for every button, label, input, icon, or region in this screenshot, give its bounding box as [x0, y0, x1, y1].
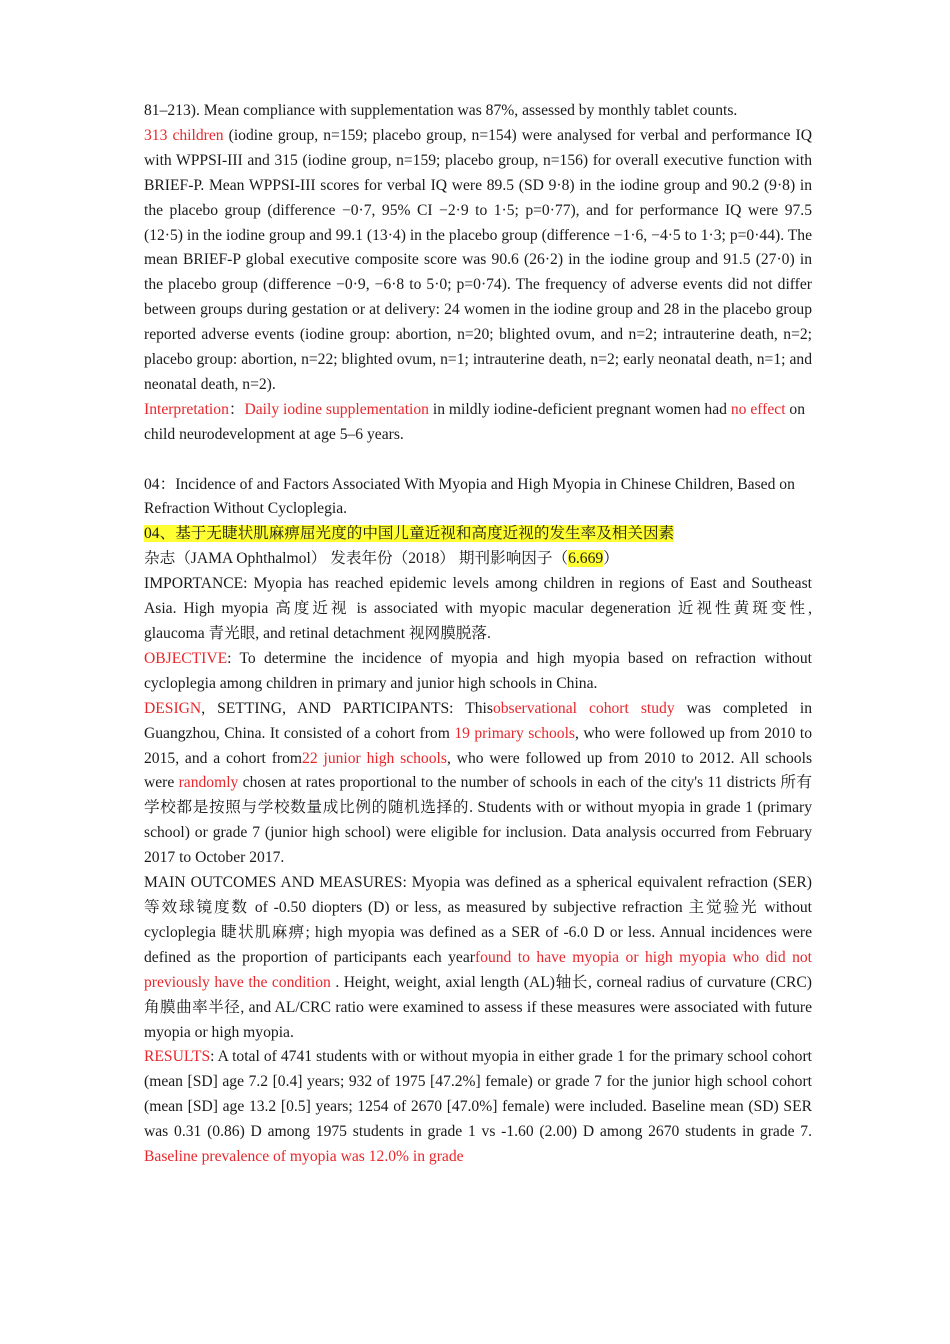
- design-highlight-junior: 22 junior high schools: [302, 749, 447, 767]
- objective-label: OBJECTIVE: [144, 649, 228, 667]
- interpretation-text-2: on child neurodevelopment at age 5–6 years.: [144, 400, 806, 443]
- paragraph-design: [144, 697, 812, 871]
- interpretation-highlight-2: no effect: [730, 400, 786, 418]
- article-title-english: 04：Incidence of and Factors Associated With Myopia and High Myopia in Chinese Children, Based on Refraction Without Cycloplegia.: [144, 475, 795, 518]
- paragraph-findings: [144, 99, 812, 398]
- document-page: [144, 99, 812, 1170]
- results-text: : A total of 4741 students with or without myopia in either grade 1 for the primary school cohort (mean [SD] age 7.2 [0.4] years; 932 of 1975 [47.2%] female) or grade 7 for the junior high school cohort (mean [SD] age 13.2 [0.5] years; 1254 of 2670 [47.0%] female) were included. Baseline mean (SD) SER was 0.31 (0.86) D among 1975 students in grade 1 vs -1.60 (2.00) D among 2670 students in grade 7.: [144, 1048, 812, 1141]
- journal-info: [144, 547, 812, 572]
- outcomes-text-b: . Height, weight, axial length (AL)轴长, corneal radius of curvature (CRC) 角膜曲率半径, and AL/CRC ratio were examined to assess if these measures were associated with future myopia or high myopia.: [144, 973, 812, 1041]
- design-text-c: , who were followed up from 2010 to 2015, and a cohort from: [144, 724, 812, 767]
- design-highlight-primary: 19 primary schools: [454, 724, 575, 742]
- findings-line-1: 81–213). Mean compliance with supplementation was 87%, assessed by monthly tablet counts.: [144, 102, 738, 119]
- paragraph-importance: IMPORTANCE: Myopia has reached epidemic levels among children in regions of East and Southeast Asia. High myopia 高度近视 is associated with myopic macular degeneration 近视性黄斑变性, glaucoma 青光眼, and retinal detachment 视网膜脱落.: [144, 575, 812, 643]
- children-count-highlight: 313 children: [144, 126, 224, 144]
- title-chinese-highlight: 04、基于无睫状肌麻痹屈光度的中国儿童近视和高度近视的发生率及相关因素: [144, 525, 675, 543]
- journal-close: ）: [603, 550, 619, 568]
- outcomes-highlight: found to have myopia or high myopia who did not previously have the condition: [144, 948, 812, 991]
- article-title-chinese: [144, 522, 812, 547]
- design-label: DESIGN: [144, 699, 202, 717]
- paragraph-results: [144, 1045, 812, 1170]
- interpretation-text-1: in mildly iodine-deficient pregnant women had: [428, 400, 731, 418]
- design-text-d: , who were followed up from 2010 to 2012. All schools were: [144, 749, 813, 792]
- paragraph-outcomes: [144, 871, 812, 1045]
- design-text-b: was completed in Guangzhou, China. It consisted of a cohort from: [144, 699, 812, 742]
- impact-factor: 6.669: [568, 550, 604, 568]
- interpretation-highlight-1: Daily iodine supplementation: [244, 400, 429, 418]
- paragraph-interpretation: [144, 398, 812, 448]
- design-highlight-study: observational cohort study: [492, 699, 675, 717]
- design-text-a: , SETTING, AND PARTICIPANTS: This: [201, 699, 493, 717]
- journal-line: 杂志（JAMA Ophthalmol） 发表年份（2018） 期刊影响因子（: [144, 550, 569, 568]
- results-label: RESULTS: [144, 1048, 211, 1066]
- objective-text: : To determine the incidence of myopia and high myopia based on refraction without cycloplegia among children in primary and junior high schools in China.: [144, 649, 812, 692]
- section-spacer: [144, 448, 812, 473]
- interpretation-colon: ：: [228, 400, 245, 418]
- results-highlight: Baseline prevalence of myopia was 12.0% in grade: [144, 1148, 464, 1166]
- outcomes-text-a: MAIN OUTCOMES AND MEASURES: Myopia was defined as a spherical equivalent refraction (SER)等效球镜度数 of -0.50 diopters (D) or less, as measured by subjective refraction 主觉验光 without cycloplegia 睫状肌麻痹; high myopia was defined as a SER of -6.0 D or less. Annual incidences were defined as the proportion of participants each year: [144, 874, 812, 966]
- paragraph-objective: [144, 647, 812, 697]
- interpretation-label: Interpretation: [144, 400, 229, 418]
- design-highlight-random: randomly: [178, 774, 239, 792]
- findings-text: (iodine group, n=159; placebo group, n=154) were analysed for verbal and performance IQ with WPPSI-III and 315 (iodine group, n=159; placebo group, n=156) for overall executive function with BRIEF-P. Mean WPPSI-III scores for verbal IQ were 89.5 (SD 9·8) in the iodine group and 90.2 (9·8) in the placebo group (difference −0·7, 95% CI −2·9 to 1·5; p=0·77), and for performance IQ were 97.5 (12·5) in the iodine group and 99.1 (13·4) in the placebo group (difference −1·6, −4·5 to 1·3; p=0·44). The mean BRIEF-P global executive composite score was 90.6 (26·2) in the iodine group and 91.5 (27·0) in the placebo group (difference −0·9, −6·8 to 5·0; p=0·74). The frequency of adverse events did not differ between groups during gestation or at delivery: 24 women in the iodine group and 28 in the placebo group reported adverse events (iodine group: abortion, n=20; blighted ovum, and n=2; intrauterine death, n=2; placebo group: abortion, n=22; blighted ovum, n=1; intrauterine death, n=2; early neonatal death, n=1; and neonatal death, n=2).: [144, 126, 812, 393]
- design-text-e: chosen at rates proportional to the number of schools in each of the city's 11 districts 所有学校都是按照与学校数量成比例的随机选择的. Students with or without myopia in grade 1 (primary school) or grade 7 (junior high school) were eligible for inclusion. Data analysis occurred from February 2017 to October 2017.: [144, 774, 812, 867]
